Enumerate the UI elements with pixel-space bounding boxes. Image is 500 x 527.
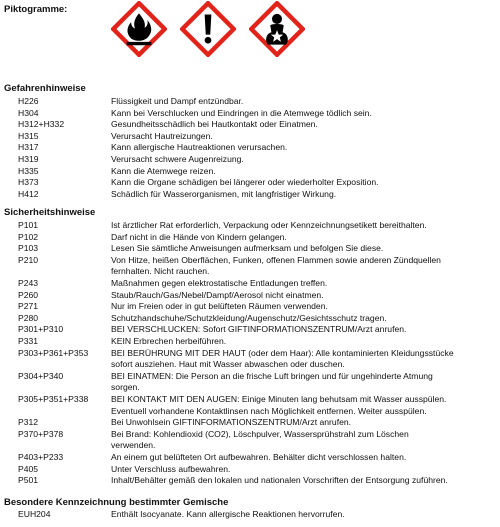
statement-row — [0, 255, 500, 278]
statement-text-line: Gesundheitsschädlich bei Hautkontakt oder Einatmen. — [111, 119, 318, 130]
statement-code: H312+H332 — [18, 119, 65, 130]
statement-text-line: Enthält Isocyanate. Kann allergische Reaktionen hervorrufen. — [111, 509, 345, 519]
statement-text — [111, 509, 499, 521]
statement-code: P210 — [18, 254, 39, 265]
statement-text — [111, 131, 499, 143]
statement-code: P260 — [18, 289, 39, 300]
hazard-statements-heading: Gefahrenhinweise — [4, 83, 86, 94]
statement-code: P403+P233 — [18, 452, 64, 462]
statement-text — [111, 464, 499, 476]
special-labelling-heading: Besondere Kennzeichnung bestimmter Gemische — [4, 497, 229, 508]
statement-text — [111, 177, 499, 189]
statement-row — [0, 96, 500, 108]
statement-code: P303+P361+P353 — [18, 347, 89, 358]
statement-text — [111, 417, 499, 429]
statement-text — [111, 243, 499, 255]
statement-code: P243 — [18, 278, 39, 288]
statement-code: H226 — [18, 96, 39, 106]
statement-code: H317 — [18, 142, 39, 153]
statement-row — [0, 301, 500, 313]
statement-text — [111, 255, 499, 278]
statement-row — [0, 220, 500, 232]
statement-text — [111, 278, 499, 290]
statement-text-line: Kann allergische Hautreaktionen verursachen. — [111, 142, 288, 153]
statement-code: H304 — [18, 107, 39, 118]
statement-text — [111, 166, 499, 178]
statement-row — [0, 452, 500, 464]
statement-text-line: An einem gut belüfteten Ort aufbewahren. Behälter dicht verschlossen halten. — [111, 452, 407, 462]
statement-row — [0, 290, 500, 302]
statement-text-line: Flüssigkeit und Dampf entzündbar. — [111, 96, 244, 106]
statement-text — [111, 154, 499, 166]
health-hazard-icon — [249, 1, 305, 57]
statement-row — [0, 417, 500, 429]
statement-text — [111, 475, 499, 487]
statement-row — [0, 243, 500, 255]
pictograms-heading: Piktogramme: — [4, 4, 68, 15]
statement-text-line: Lesen Sie sämtliche Anweisungen aufmerksam und befolgen Sie diese. — [111, 243, 384, 254]
ghs-pictograms — [111, 1, 331, 57]
statement-text — [111, 336, 499, 348]
statement-row — [0, 475, 500, 487]
statement-row — [0, 429, 500, 452]
statement-code: P102 — [18, 231, 39, 242]
statement-text-line: Bei Brand: Kohlendioxid (CO2), Löschpulver, Wassersprühstrahl zum Löschen — [111, 428, 409, 439]
precautionary-statements-heading: Sicherheitshinweise — [4, 207, 96, 218]
statement-text-continuation: fernhalten. Nicht rauchen. — [111, 266, 210, 277]
statement-text — [111, 371, 499, 394]
statement-row — [0, 154, 500, 166]
statement-text-line: Kann die Atemwege reizen. — [111, 165, 216, 176]
statement-row — [0, 108, 500, 120]
statement-code: H412 — [18, 188, 39, 199]
exclamation-mark-icon — [180, 1, 236, 57]
statement-text — [111, 313, 499, 325]
statement-text-line: Schutzhandschuhe/Schutzkleidung/Augenschutz/Gesichtsschutz tragen. — [111, 312, 387, 323]
statement-row — [0, 509, 500, 521]
statement-text-line: Schädlich für Wasserorganismen, mit langfristiger Wirkung. — [111, 188, 337, 199]
statement-row — [0, 142, 500, 154]
statement-code: P103 — [18, 243, 39, 254]
statement-text — [111, 220, 499, 232]
statement-text-line: Inhalt/Behälter gemäß den lokalen und nationalen Vorschriften der Entsorgung zuführen. — [111, 475, 448, 486]
statement-row — [0, 371, 500, 394]
statement-row — [0, 166, 500, 178]
statement-text-line: Darf nicht in die Hände von Kindern gelangen. — [111, 231, 287, 242]
statement-text — [111, 348, 499, 371]
statement-text-line: Von Hitze, heißen Oberflächen, Funken, offenen Flammen sowie anderen Zündquellen — [111, 254, 441, 265]
statement-text — [111, 290, 499, 302]
statement-row — [0, 131, 500, 143]
statement-row — [0, 177, 500, 189]
statement-text — [111, 232, 499, 244]
statement-text — [111, 108, 499, 120]
statement-row — [0, 348, 500, 371]
statement-row — [0, 313, 500, 325]
statement-text-continuation: sorgen. — [111, 382, 140, 393]
statement-text — [111, 394, 499, 417]
statement-text-line: BEI KONTAKT MIT DEN AUGEN: Einige Minuten lang behutsam mit Wasser ausspülen. — [111, 394, 447, 404]
statement-text-line: Kann die Organe schädigen bei längerer oder wiederholter Exposition. — [111, 177, 379, 188]
statement-text-line: Staub/Rauch/Gas/Nebel/Dampf/Aerosol nicht einatmen. — [111, 289, 324, 300]
statement-text-line: Ist ärztlicher Rat erforderlich, Verpackung oder Kennzeichnungsetikett bereithalten. — [111, 220, 427, 230]
statement-code: P305+P351+P338 — [18, 394, 89, 404]
statement-text-line: Bei Unwohlsein GIFTINFORMATIONSZENTRUM/Arzt anrufen. — [111, 417, 352, 428]
statement-text-line: BEI BERÜHRUNG MIT DER HAUT (oder dem Haar): Alle kontaminierten Kleidungsstücke — [111, 347, 454, 358]
statement-text-line: BEI EINATMEN: Die Person an die frische Luft bringen und für ungehinderte Atmung — [111, 370, 433, 381]
statement-code: P280 — [18, 312, 39, 323]
statement-text-line: Kann bei Verschlucken und Eindringen in die Atemwege tödlich sein. — [111, 107, 372, 118]
statement-code: H335 — [18, 165, 39, 176]
statement-text-continuation: verwenden. — [111, 440, 156, 451]
statement-code: P312 — [18, 417, 39, 428]
statement-text-line: Maßnahmen gegen elektrostatische Entladungen treffen. — [111, 278, 328, 288]
statement-row — [0, 278, 500, 290]
statement-text-line: KEIN Erbrechen herbeiführen. — [111, 336, 227, 346]
statement-row — [0, 464, 500, 476]
statement-text — [111, 96, 499, 108]
statement-text-continuation: sofort ausziehen. Haut mit Wasser abwaschen oder duschen. — [111, 359, 345, 370]
statement-row — [0, 232, 500, 244]
statement-code: EUH204 — [18, 509, 51, 519]
statement-row — [0, 336, 500, 348]
statement-code: P370+P378 — [18, 428, 64, 439]
statement-text-line: Unter Verschluss aufbewahren. — [111, 463, 231, 474]
statement-text-line: BEI VERSCHLUCKEN: Sofort GIFTINFORMATIONSZENTRUM/Arzt anrufen. — [111, 324, 407, 335]
statement-text — [111, 324, 499, 336]
statement-text — [111, 301, 499, 313]
statement-row — [0, 394, 500, 417]
statement-text-line: Verursacht Hautreizungen. — [111, 130, 213, 141]
statement-code: P304+P340 — [18, 370, 64, 381]
statement-code: P101 — [18, 220, 39, 230]
statement-row — [0, 119, 500, 131]
statement-text — [111, 452, 499, 464]
statement-text-line: Nur im Freien oder in gut belüfteten Räumen verwenden. — [111, 301, 328, 312]
statement-code: P501 — [18, 475, 39, 486]
statement-code: H373 — [18, 177, 39, 188]
statement-row — [0, 324, 500, 336]
statement-code: P331 — [18, 336, 39, 346]
statement-text-continuation: Eventuell vorhandene Kontaktlinsen nach Möglichkeit entfernen. Weiter ausspülen. — [111, 405, 427, 416]
statement-code: H319 — [18, 154, 39, 164]
flame-icon — [111, 1, 167, 57]
statement-text — [111, 119, 499, 131]
statement-code: P301+P310 — [18, 324, 64, 335]
statement-text-line: Verursacht schwere Augenreizung. — [111, 154, 244, 164]
statement-row — [0, 189, 500, 201]
statement-code: H315 — [18, 130, 39, 141]
statement-text — [111, 189, 499, 201]
statement-code: P405 — [18, 463, 39, 474]
statement-text — [111, 429, 499, 452]
statement-code: P271 — [18, 301, 39, 312]
statement-text — [111, 142, 499, 154]
